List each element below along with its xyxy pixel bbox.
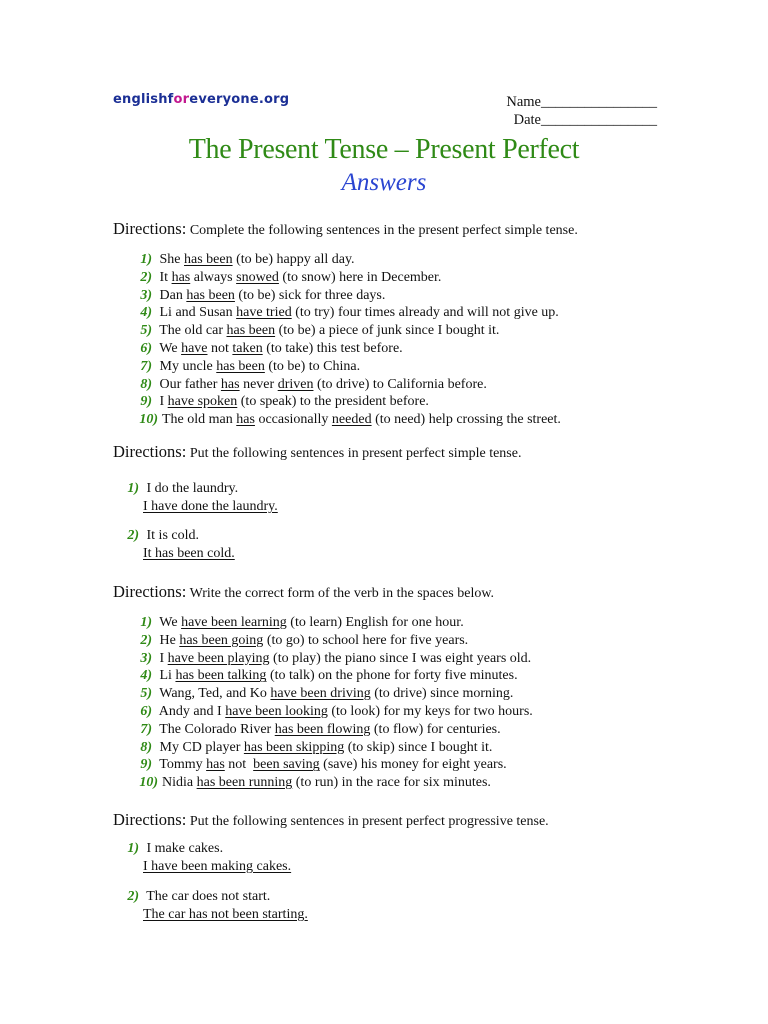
sentence-item-1 xyxy=(123,480,278,516)
exercise-item xyxy=(123,376,561,394)
sentence-answer: I have done the laundry. xyxy=(143,499,278,514)
item-number: 5) xyxy=(140,323,152,339)
sentence-text: It xyxy=(159,269,172,285)
item-number: 1) xyxy=(140,615,152,630)
directions-text: Write the correct form of the verb in the spaces below. xyxy=(186,586,495,601)
sentence-text: (to be) happy all day. xyxy=(232,252,355,267)
sentence-text: She xyxy=(159,252,184,267)
exercise-item xyxy=(123,739,533,757)
answer-text: have been driving xyxy=(270,686,371,702)
item-number: 4) xyxy=(140,305,152,321)
sentence-text: (to run) in the race for six minutes. xyxy=(292,775,491,791)
name-date-block xyxy=(497,93,657,129)
sentence-text: The old car xyxy=(159,323,227,339)
sentence-text: (to snow) here in December. xyxy=(278,269,442,285)
sentence-text: occasionally xyxy=(254,412,332,428)
exercise-item xyxy=(123,756,533,774)
exercise-item xyxy=(123,667,533,685)
sentence-text: (to learn) English for one hour. xyxy=(286,615,464,630)
sentence-prompt: I do the laundry. xyxy=(146,481,239,496)
sentence-prompt: I make cakes. xyxy=(146,841,224,856)
sentence-text: (to try) four times already and will not give up. xyxy=(291,305,559,321)
sentence-text: (to take) this test before. xyxy=(262,340,403,356)
directions-label: Directions: xyxy=(113,810,187,829)
exercise-item xyxy=(123,650,533,668)
sentence-text: We xyxy=(159,615,182,630)
sentence-text: (to speak) to the president before. xyxy=(237,394,429,410)
sentence-item-2 xyxy=(123,888,308,924)
sentence-answer: It has been cold. xyxy=(143,546,235,561)
item-number: 1) xyxy=(140,252,152,267)
answer-text: have tried xyxy=(236,305,292,321)
item-number: 7) xyxy=(140,358,152,374)
sentence-text: (to drive) to California before. xyxy=(313,376,487,392)
name-field-label: Name________________ xyxy=(506,94,657,110)
sentence-text: Dan xyxy=(159,287,187,303)
answer-text: have spoken xyxy=(167,394,238,410)
item-number: 2) xyxy=(140,632,152,648)
directions-text: Complete the following sentences in the present perfect simple tense. xyxy=(186,223,578,238)
answer-text: has xyxy=(206,757,225,773)
logo-part-for: or xyxy=(173,92,190,107)
directions-section-2 xyxy=(113,442,521,462)
item-number: 10) xyxy=(139,775,158,791)
sentence-text: Nidia xyxy=(162,775,197,791)
sentence-text: (save) his money for eight years. xyxy=(319,757,507,773)
sentence-text: (to go) to school here for five years. xyxy=(263,632,469,648)
worksheet-subtitle: Answers xyxy=(341,169,427,196)
answer-text: have been playing xyxy=(167,650,270,666)
answer-text: taken xyxy=(232,340,263,356)
item-number: 5) xyxy=(140,686,152,702)
answer-text: snowed xyxy=(236,269,279,285)
answer-text: has been running xyxy=(196,775,293,791)
item-number: 8) xyxy=(140,376,152,392)
item-number: 2) xyxy=(127,528,139,543)
answer-text: has been flowing xyxy=(274,721,371,737)
directions-section-4 xyxy=(113,810,549,830)
sentence-text: not xyxy=(224,757,254,773)
exercise-item xyxy=(123,269,561,287)
answer-text: have xyxy=(181,340,208,356)
directions-section-1 xyxy=(113,219,578,239)
item-number: 3) xyxy=(140,287,152,303)
sentence-text: The old man xyxy=(162,412,237,428)
answer-text: has been talking xyxy=(175,668,267,684)
answer-text: has been xyxy=(216,358,265,374)
answer-text: has been skipping xyxy=(243,739,345,755)
sentence-answer: I have been making cakes. xyxy=(143,859,292,874)
item-number: 9) xyxy=(140,757,152,773)
sentence-text: Li xyxy=(159,668,176,684)
item-number: 6) xyxy=(140,340,152,356)
item-number: 9) xyxy=(140,394,152,410)
sentence-text: (to need) help crossing the street. xyxy=(371,412,561,428)
exercise-item xyxy=(123,614,533,632)
sentence-prompt: It is cold. xyxy=(146,528,199,543)
exercise-item xyxy=(123,304,561,322)
exercise-list-1 xyxy=(123,251,561,429)
item-number: 2) xyxy=(127,889,139,904)
sentence-text: (to drive) since morning. xyxy=(370,686,514,702)
exercise-item xyxy=(123,411,561,429)
sentence-text: The Colorado River xyxy=(159,721,275,737)
directions-label: Directions: xyxy=(113,582,187,601)
sentence-text: I xyxy=(159,650,168,666)
answer-text: been saving xyxy=(253,757,320,773)
answer-text: has been xyxy=(226,323,276,339)
exercise-item xyxy=(123,774,533,792)
exercise-item xyxy=(123,251,561,269)
sentence-text: Li and Susan xyxy=(159,305,237,321)
sentence-text: Wang, Ted, and Ko xyxy=(159,686,271,702)
answer-text: has been going xyxy=(179,632,264,648)
sentence-prompt: The car does not start. xyxy=(146,889,271,904)
exercise-item xyxy=(123,322,561,340)
answer-text: have been learning xyxy=(181,615,287,630)
exercise-item xyxy=(123,287,561,305)
item-number: 2) xyxy=(140,269,152,285)
sentence-text: (to look) for my keys for two hours. xyxy=(327,703,533,719)
sentence-text: (to be) sick for three days. xyxy=(234,287,386,303)
item-number: 4) xyxy=(140,668,152,684)
exercise-item xyxy=(123,721,533,739)
sentence-text: (to talk) on the phone for forty five minutes. xyxy=(266,668,518,684)
sentence-text: (to skip) since I bought it. xyxy=(344,739,493,755)
sentence-text: My uncle xyxy=(159,358,217,374)
answer-text: has been xyxy=(184,252,233,267)
answer-text: needed xyxy=(331,412,372,428)
exercise-item xyxy=(123,358,561,376)
sentence-text: Tommy xyxy=(159,757,207,773)
date-field-label: Date________________ xyxy=(513,112,657,128)
sentence-answer: The car has not been starting. xyxy=(143,907,308,922)
sentence-text: not xyxy=(207,340,233,356)
sentence-text: My CD player xyxy=(159,739,244,755)
site-logo xyxy=(113,92,289,107)
worksheet-title: The Present Tense – Present Perfect xyxy=(188,134,580,165)
item-number: 7) xyxy=(140,721,152,737)
directions-section-3 xyxy=(113,582,494,602)
exercise-item xyxy=(123,703,533,721)
exercise-list-3 xyxy=(123,614,533,792)
sentence-text: (to be) to China. xyxy=(264,358,361,374)
exercise-item xyxy=(123,393,561,411)
sentence-text: Andy and I xyxy=(158,703,226,719)
exercise-item xyxy=(123,685,533,703)
directions-label: Directions: xyxy=(113,219,187,238)
item-number: 10) xyxy=(139,412,158,428)
sentence-text: Our father xyxy=(159,376,221,392)
sentence-text: (to be) a piece of junk since I bought it. xyxy=(275,323,500,339)
logo-part-english: englishf xyxy=(113,92,174,107)
answer-text: driven xyxy=(277,376,314,392)
sentence-text: We xyxy=(159,340,182,356)
item-number: 3) xyxy=(140,650,152,666)
sentence-item-1 xyxy=(123,840,291,876)
sentence-text: He xyxy=(159,632,180,648)
item-number: 1) xyxy=(127,841,139,856)
directions-text: Put the following sentences in present perfect simple tense. xyxy=(186,446,522,461)
item-number: 8) xyxy=(140,739,152,755)
sentence-text: (to flow) for centuries. xyxy=(370,721,501,737)
logo-part-everyone: everyone.org xyxy=(189,92,290,107)
sentence-text: never xyxy=(239,376,278,392)
answer-text: has xyxy=(171,269,191,285)
item-number: 1) xyxy=(127,481,139,496)
exercise-item xyxy=(123,340,561,358)
answer-text: has been xyxy=(186,287,235,303)
answer-text: has xyxy=(220,376,240,392)
exercise-item xyxy=(123,632,533,650)
sentence-text: (to play) the piano since I was eight years old. xyxy=(269,650,532,666)
answer-text: have been looking xyxy=(225,703,328,719)
directions-text: Put the following sentences in present perfect progressive tense. xyxy=(186,814,549,829)
item-number: 6) xyxy=(140,703,152,719)
sentence-text: I xyxy=(159,394,168,410)
sentence-text: always xyxy=(190,269,237,285)
sentence-item-2 xyxy=(123,527,235,563)
answer-text: has xyxy=(236,412,255,428)
directions-label: Directions: xyxy=(113,442,187,461)
